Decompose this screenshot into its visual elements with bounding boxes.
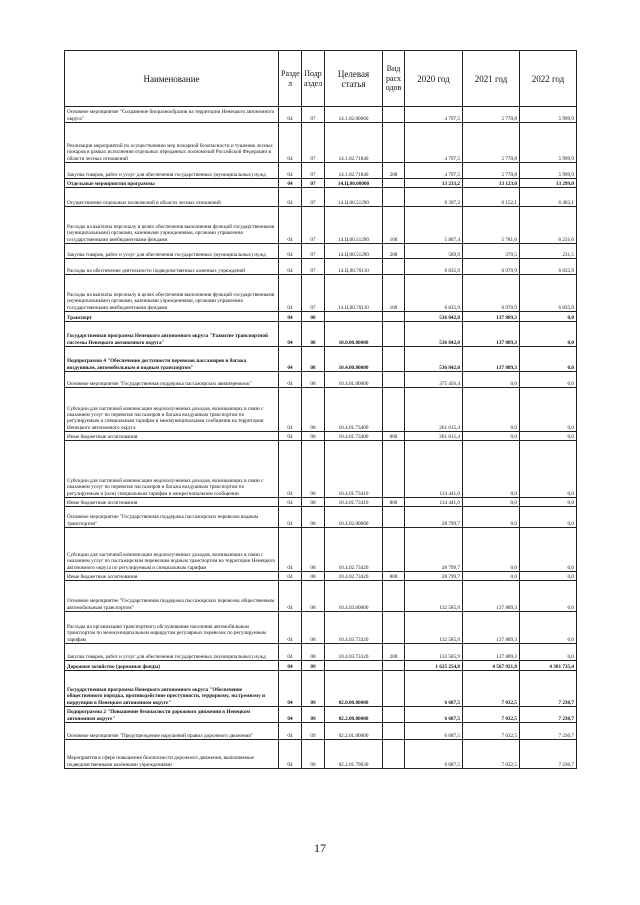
cell-2020: 536 842,0: [405, 347, 463, 372]
cell-razdel: 04: [279, 507, 302, 528]
cell-vr: [383, 107, 405, 123]
cell-name: Расходы на обеспечение деятельности подведомственных казенных учреждений: [65, 259, 279, 275]
cell-podrazdel: 07: [302, 259, 325, 275]
cell-2020: 1 625 254,8: [405, 661, 463, 671]
cell-name: Подпрограмма 4 "Обеспечение доступности перевозок пассажиров и багажа воздушным, автомобильным и водным транспортом": [65, 347, 279, 372]
cell-csr: [325, 661, 383, 671]
cell-name: Мероприятия в сфере повышения безопасности дорожного движения, выполняемые подведомственными казёнными учреждениями: [65, 740, 279, 769]
cell-razdel: 04: [279, 275, 302, 312]
cell-name: Закупка товаров, работ и услуг для обеспечения государственных (муниципальных) нужд: [65, 163, 279, 179]
cell-name: Отдельные мероприятия программы: [65, 179, 279, 188]
header-vr: Вид расх одов: [383, 51, 405, 107]
cell-2020: 4 797,5: [405, 123, 463, 163]
table-row: [65, 612, 577, 644]
cell-razdel: 04: [279, 188, 302, 207]
cell-csr: 10.4.02.00000: [325, 507, 383, 528]
header-razdel: Разде л: [279, 51, 302, 107]
cell-csr: 14.Ц.00.51290: [325, 188, 383, 207]
cell-csr: 02.0.00.00000: [325, 671, 383, 707]
cell-2022: 5 999,9: [520, 163, 577, 179]
table-row: [65, 723, 577, 740]
cell-podrazdel: 09: [302, 723, 325, 740]
table-row: [65, 388, 577, 432]
cell-2022: 5 999,9: [520, 123, 577, 163]
header-podrazdel: Подр аздел: [302, 51, 325, 107]
cell-vr: 800: [383, 572, 405, 581]
cell-2021: 137 889,3: [463, 644, 520, 661]
table-row: [65, 644, 577, 661]
header-2021: 2021 год: [463, 51, 520, 107]
cell-razdel: 04: [279, 347, 302, 372]
cell-2020: 536 842,0: [405, 312, 463, 322]
table-row: [65, 671, 577, 707]
cell-name: Субсидии для частичной компенсации недополученных доходов, возникающих в связи с оказанием услуг по перевозке пассажиров и багажа воздушным транспортом по регулируемым и (или) специальным тарифам в межрегиональном сообщении: [65, 441, 279, 498]
cell-vr: 200: [383, 163, 405, 179]
table-row: [65, 372, 577, 388]
cell-vr: [383, 441, 405, 498]
cell-podrazdel: 08: [302, 312, 325, 322]
table-row: [65, 498, 577, 507]
cell-2020: 132 585,9: [405, 644, 463, 661]
cell-vr: [383, 312, 405, 322]
cell-name: Основное мероприятие "Государственная поддержка пассажирских перевозок водным транспортом": [65, 507, 279, 528]
cell-razdel: 04: [279, 498, 302, 507]
cell-2022: 0,0: [520, 612, 577, 644]
cell-razdel: 04: [279, 107, 302, 123]
cell-podrazdel: 08: [302, 498, 325, 507]
table-row: [65, 507, 577, 528]
cell-2021: 5 770,8: [463, 123, 520, 163]
cell-2022: 0,0: [520, 441, 577, 498]
cell-podrazdel: 08: [302, 388, 325, 432]
cell-2021: 137 889,3: [463, 612, 520, 644]
cell-csr: 14.Ц.00.51290: [325, 207, 383, 244]
table-row: [65, 581, 577, 612]
cell-csr: 10.4.02.73420: [325, 528, 383, 572]
cell-2022: 0,0: [520, 528, 577, 572]
cell-vr: 800: [383, 432, 405, 441]
cell-name: Основное мероприятие "Государственная поддержка пассажирских авиаперевозок": [65, 372, 279, 388]
table-header-row: [65, 51, 577, 107]
table-row: [65, 740, 577, 769]
cell-name: Закупка товаров, работ и услуг для обеспечения государственных (муниципальных) нужд: [65, 244, 279, 259]
cell-2022: 0,0: [520, 347, 577, 372]
cell-2020: 536 842,0: [405, 322, 463, 347]
cell-razdel: 04: [279, 163, 302, 179]
cell-2022: 7 230,7: [520, 671, 577, 707]
cell-2021: 4 567 921,8: [463, 661, 520, 671]
cell-2020: 589,9: [405, 244, 463, 259]
cell-podrazdel: 08: [302, 528, 325, 572]
cell-name: Дорожное хозяйство (дорожные фонды): [65, 661, 279, 671]
cell-podrazdel: 09: [302, 671, 325, 707]
cell-razdel: 04: [279, 312, 302, 322]
cell-csr: 02.2.00.00000: [325, 707, 383, 723]
cell-2021: 0,0: [463, 441, 520, 498]
cell-csr: 14.Ц.00.70110: [325, 259, 383, 275]
header-2022: 2022 год: [520, 51, 577, 107]
cell-vr: 200: [383, 644, 405, 661]
cell-podrazdel: 08: [302, 507, 325, 528]
cell-name: Транспорт: [65, 312, 279, 322]
table-row: [65, 707, 577, 723]
cell-2021: 5 770,8: [463, 107, 520, 123]
cell-podrazdel: 07: [302, 179, 325, 188]
cell-csr: 10.4.02.73420: [325, 572, 383, 581]
table-row: [65, 244, 577, 259]
cell-csr: 14.1.02.00000: [325, 107, 383, 123]
cell-vr: [383, 661, 405, 671]
cell-2021: 7 032,5: [463, 723, 520, 740]
cell-vr: 800: [383, 498, 405, 507]
cell-2021: 0,0: [463, 432, 520, 441]
table-row: [65, 123, 577, 163]
cell-podrazdel: 07: [302, 244, 325, 259]
table-row: [65, 441, 577, 498]
cell-name: Расходы на выплаты персоналу в целях обеспечения выполнения функций государственными (муниципальными) органами, казенными учреждениями, органами управления государственными внебюджетными фондами: [65, 207, 279, 244]
cell-2020: 6 835,9: [405, 259, 463, 275]
cell-name: Расходы на выплаты персоналу в целях обеспечения выполнения функций государственными (муниципальными) органами, казенными учреждениями, органами управления государственными внебюджетными фондами: [65, 275, 279, 312]
cell-name: Реализация мероприятий по осуществлению мер пожарной безопасности и тушению лесных пожаров в рамках исполнения отдельных переданных полномочий Российской Федерации в области лесных отношений: [65, 123, 279, 163]
header-csr: Целевая статья: [325, 51, 383, 107]
cell-name: Осуществление отдельных полномочий в области лесных отношений: [65, 188, 279, 207]
cell-2020: 28 799,7: [405, 507, 463, 528]
cell-2021: 0,0: [463, 498, 520, 507]
cell-vr: [383, 372, 405, 388]
cell-csr: 10.4.03.73320: [325, 612, 383, 644]
cell-2020: 6 835,9: [405, 275, 463, 312]
cell-csr: 14.Ц.00.70110: [325, 275, 383, 312]
cell-name: Субсидии для частичной компенсации недополученных доходов, возникающих в связи с оказанием услуг по пассажирским перевозкам водным транспортом на территории Ненецкого автономного округа по регулируемым и специальным тарифам: [65, 528, 279, 572]
cell-vr: [383, 179, 405, 188]
cell-vr: [383, 740, 405, 769]
cell-2020: 4 797,5: [405, 163, 463, 179]
table-row: [65, 259, 577, 275]
cell-2020: 28 799,7: [405, 528, 463, 572]
cell-2021: 0,0: [463, 528, 520, 572]
cell-vr: [383, 707, 405, 723]
cell-name: Основное мероприятие "Государственная поддержка пассажирских перевозок общественным автомобильным транспортом": [65, 581, 279, 612]
cell-csr: 10.4.01.73400: [325, 388, 383, 432]
cell-2020: 4 797,5: [405, 107, 463, 123]
cell-vr: 100: [383, 275, 405, 312]
cell-name: Государственная программа Ненецкого автономного округа "Обеспечение общественного порядка, противодействие преступности, терроризму, экстремизму и коррупции в Ненецком автономном округе": [65, 671, 279, 707]
cell-2022: 0,0: [520, 572, 577, 581]
cell-2020: 28 799,7: [405, 572, 463, 581]
cell-2022: 0,0: [520, 498, 577, 507]
cell-2022: 7 230,7: [520, 740, 577, 769]
table-row: [65, 188, 577, 207]
cell-razdel: 04: [279, 661, 302, 671]
cell-podrazdel: 08: [302, 612, 325, 644]
cell-2022: 6 463,1: [520, 188, 577, 207]
cell-podrazdel: 08: [302, 572, 325, 581]
cell-2022: 0,0: [520, 581, 577, 612]
cell-vr: [383, 671, 405, 707]
cell-2021: 137 889,3: [463, 347, 520, 372]
cell-vr: [383, 123, 405, 163]
cell-vr: [383, 581, 405, 612]
cell-vr: 200: [383, 244, 405, 259]
cell-2022: 0,0: [520, 388, 577, 432]
cell-csr: 10.4.00.00000: [325, 347, 383, 372]
cell-podrazdel: 07: [302, 207, 325, 244]
cell-2021: 7 032,5: [463, 707, 520, 723]
cell-razdel: 04: [279, 644, 302, 661]
cell-2020: 6 687,5: [405, 740, 463, 769]
cell-2021: 370,5: [463, 244, 520, 259]
cell-razdel: 04: [279, 244, 302, 259]
cell-vr: [383, 612, 405, 644]
cell-razdel: 04: [279, 581, 302, 612]
cell-csr: 14.Ц.00.00000: [325, 179, 383, 188]
cell-csr: 10.4.03.00000: [325, 581, 383, 612]
cell-razdel: 04: [279, 123, 302, 163]
cell-2021: 6 970,9: [463, 275, 520, 312]
table-row: [65, 347, 577, 372]
cell-name: Расходы на организацию транспортного обслуживания населения автомобильным транспортом по межмуниципальным маршрутам регулярных перевозок по регулируемым тарифам: [65, 612, 279, 644]
header-name: Наименование: [65, 51, 279, 107]
cell-2021: 0,0: [463, 572, 520, 581]
cell-podrazdel: 09: [302, 661, 325, 671]
cell-razdel: 04: [279, 723, 302, 740]
table-row: [65, 432, 577, 441]
cell-2020: 6 687,5: [405, 723, 463, 740]
cell-2020: 132 585,9: [405, 612, 463, 644]
cell-2021: 0,0: [463, 388, 520, 432]
cell-name: Закупка товаров, работ и услуг для обеспечения государственных (муниципальных) нужд: [65, 644, 279, 661]
cell-podrazdel: 08: [302, 347, 325, 372]
cell-2021: 5 781,6: [463, 207, 520, 244]
cell-2022: 0,0: [520, 372, 577, 388]
cell-2020: 132 585,9: [405, 581, 463, 612]
table-row: [65, 322, 577, 347]
table-row: [65, 207, 577, 244]
cell-razdel: 04: [279, 612, 302, 644]
cell-2022: 6 231,6: [520, 207, 577, 244]
cell-csr: 10.0.00.00000: [325, 322, 383, 347]
cell-2021: 137 889,3: [463, 322, 520, 347]
cell-name: Подпрограмма 2 "Повышение безопасности дорожного движения в Ненецком автономном округе": [65, 707, 279, 723]
cell-2022: 0,0: [520, 432, 577, 441]
cell-2022: 13 299,0: [520, 179, 577, 188]
cell-podrazdel: 09: [302, 740, 325, 769]
cell-razdel: 04: [279, 572, 302, 581]
table-row: [65, 275, 577, 312]
cell-podrazdel: 07: [302, 188, 325, 207]
header-2020: 2020 год: [405, 51, 463, 107]
budget-table-sheet: [64, 50, 576, 769]
page-number: 17: [314, 841, 326, 855]
cell-csr: 02.2.01.79030: [325, 740, 383, 769]
cell-2020: 13 233,2: [405, 179, 463, 188]
cell-razdel: 04: [279, 322, 302, 347]
cell-razdel: 04: [279, 372, 302, 388]
table-row: [65, 528, 577, 572]
cell-podrazdel: 08: [302, 322, 325, 347]
cell-podrazdel: 08: [302, 441, 325, 498]
cell-name: Иные бюджетные ассигнования: [65, 572, 279, 581]
cell-vr: [383, 507, 405, 528]
cell-razdel: 04: [279, 388, 302, 432]
cell-vr: [383, 188, 405, 207]
cell-2022: 7 230,7: [520, 723, 577, 740]
cell-2022: 0,0: [520, 507, 577, 528]
cell-2022: 5 999,9: [520, 107, 577, 123]
cell-name: Иные бюджетные ассигнования: [65, 432, 279, 441]
cell-2020: 6 397,3: [405, 188, 463, 207]
table-row: [65, 661, 577, 671]
cell-podrazdel: 07: [302, 163, 325, 179]
budget-table: [64, 50, 577, 769]
cell-csr: 02.2.01.00000: [325, 723, 383, 740]
cell-razdel: 04: [279, 528, 302, 572]
cell-podrazdel: 09: [302, 707, 325, 723]
cell-razdel: 04: [279, 179, 302, 188]
cell-razdel: 04: [279, 259, 302, 275]
cell-podrazdel: 08: [302, 581, 325, 612]
cell-podrazdel: 08: [302, 644, 325, 661]
cell-2021: 6 152,1: [463, 188, 520, 207]
cell-2020: 6 687,5: [405, 707, 463, 723]
cell-2022: 0,0: [520, 322, 577, 347]
cell-2020: 375 456,4: [405, 372, 463, 388]
cell-csr: 10.4.01.00000: [325, 372, 383, 388]
cell-2021: 13 123,0: [463, 179, 520, 188]
cell-2021: 137 889,3: [463, 312, 520, 322]
cell-2020: 6 687,5: [405, 671, 463, 707]
cell-2022: 6 835,9: [520, 275, 577, 312]
table-row: [65, 572, 577, 581]
cell-2020: 261 015,4: [405, 388, 463, 432]
cell-2021: 7 032,5: [463, 740, 520, 769]
cell-razdel: 04: [279, 671, 302, 707]
cell-vr: [383, 347, 405, 372]
cell-2021: 6 970,9: [463, 259, 520, 275]
cell-razdel: 04: [279, 707, 302, 723]
cell-podrazdel: 08: [302, 432, 325, 441]
cell-2020: 114 441,0: [405, 441, 463, 498]
cell-name: Государственная программа Ненецкого автономного округа "Развитие транспортной системы Ненецкого автономного округа": [65, 322, 279, 347]
cell-csr: 14.1.02.71840: [325, 163, 383, 179]
cell-csr: 10.4.03.73320: [325, 644, 383, 661]
cell-razdel: 04: [279, 740, 302, 769]
table-row: [65, 312, 577, 322]
cell-name: Субсидии для частичной компенсации недополученных доходов, возникающих в связи с оказанием услуг по перевозке пассажиров и багажа воздушным транспортом по регулируемым и специальным тарифам в межмуниципальном сообщении на территории Ненецкого автономного округа: [65, 388, 279, 432]
cell-razdel: 04: [279, 432, 302, 441]
cell-razdel: 04: [279, 207, 302, 244]
cell-name: Основное мероприятие "Предупреждение нарушений правил дорожного движения": [65, 723, 279, 740]
cell-csr: [325, 312, 383, 322]
cell-vr: [383, 259, 405, 275]
cell-csr: 10.4.01.73410: [325, 498, 383, 507]
cell-2021: 137 889,3: [463, 581, 520, 612]
cell-csr: 10.4.01.73410: [325, 441, 383, 498]
cell-2022: 7 230,7: [520, 707, 577, 723]
cell-vr: 100: [383, 207, 405, 244]
table-body: [65, 107, 577, 769]
cell-podrazdel: 07: [302, 275, 325, 312]
cell-2020: 5 807,4: [405, 207, 463, 244]
cell-2022: 6 835,9: [520, 259, 577, 275]
cell-name: Основное мероприятие "Сохранение биоразнообразия на территории Ненецкого автономного округа": [65, 107, 279, 123]
cell-2022: 0,0: [520, 312, 577, 322]
cell-podrazdel: 07: [302, 123, 325, 163]
cell-2022: 4 381 735,4: [520, 661, 577, 671]
cell-2021: 7 032,5: [463, 671, 520, 707]
cell-2022: 231,5: [520, 244, 577, 259]
cell-razdel: 04: [279, 441, 302, 498]
cell-podrazdel: 07: [302, 107, 325, 123]
cell-2020: 114 441,0: [405, 498, 463, 507]
cell-csr: 14.1.02.71840: [325, 123, 383, 163]
cell-2022: 0,0: [520, 644, 577, 661]
table-row: [65, 179, 577, 188]
cell-2021: 5 770,8: [463, 163, 520, 179]
cell-name: Иные бюджетные ассигнования: [65, 498, 279, 507]
cell-2021: 0,0: [463, 507, 520, 528]
cell-csr: 10.4.01.73400: [325, 432, 383, 441]
cell-2021: 0,0: [463, 372, 520, 388]
cell-vr: [383, 322, 405, 347]
cell-vr: [383, 528, 405, 572]
cell-2020: 261 015,4: [405, 432, 463, 441]
table-row: [65, 107, 577, 123]
cell-vr: [383, 723, 405, 740]
cell-podrazdel: 08: [302, 372, 325, 388]
cell-csr: 14.Ц.00.51290: [325, 244, 383, 259]
cell-vr: [383, 388, 405, 432]
table-row: [65, 163, 577, 179]
